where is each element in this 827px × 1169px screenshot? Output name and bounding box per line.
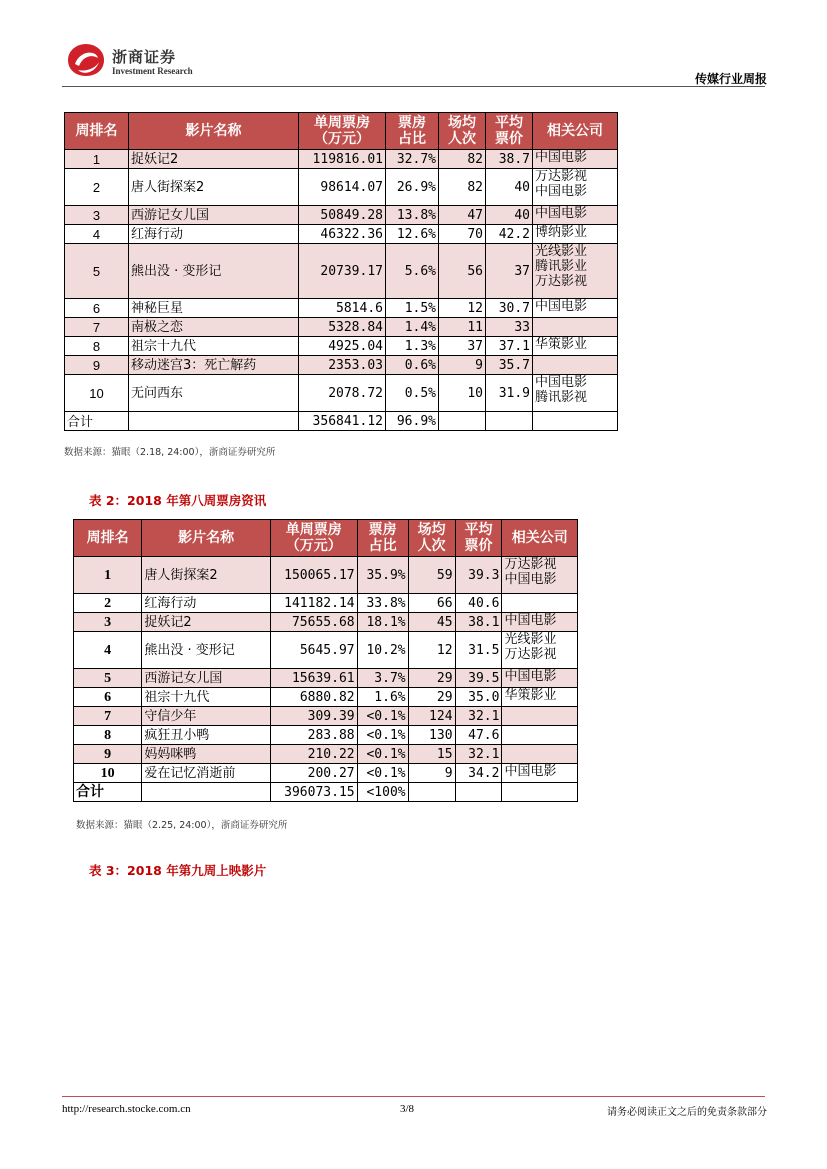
cell-box: 119816.01 xyxy=(299,150,386,169)
cell-rank: 1 xyxy=(74,557,142,594)
cell-price: 30.7 xyxy=(486,299,533,318)
column-header: 场均 人次 xyxy=(408,520,455,557)
cell-price: 40 xyxy=(486,169,533,206)
table-row xyxy=(74,594,578,613)
brand-subtitle: Investment Research xyxy=(112,66,193,76)
column-header: 相关公司 xyxy=(533,113,618,150)
table-body xyxy=(74,557,578,802)
table-row xyxy=(65,169,618,206)
table-row xyxy=(74,726,578,745)
cell-company xyxy=(533,356,618,375)
cell-rank: 2 xyxy=(65,169,129,206)
cell-rank: 6 xyxy=(65,299,129,318)
cell-share: 1.4% xyxy=(386,318,439,337)
cell-price: 34.2 xyxy=(455,764,502,783)
cell-price: 42.2 xyxy=(486,225,533,244)
cell-share: 35.9% xyxy=(357,557,408,594)
column-header: 票房 占比 xyxy=(357,520,408,557)
cell-company xyxy=(502,726,578,745)
column-header: 平均 票价 xyxy=(455,520,502,557)
cell-share: 3.7% xyxy=(357,669,408,688)
cell-share: 12.6% xyxy=(386,225,439,244)
cell-company: 中国电影 xyxy=(533,206,618,225)
company-logo xyxy=(66,42,106,78)
cell-avg: 10 xyxy=(439,375,486,412)
cell-rank: 4 xyxy=(74,632,142,669)
cell-name: 红海行动 xyxy=(142,594,271,613)
footer-disclaimer: 请务必阅读正文之后的免责条款部分 xyxy=(607,1107,767,1118)
cell-name: 西游记女儿国 xyxy=(129,206,299,225)
cell-share: 10.2% xyxy=(357,632,408,669)
cell-name: 唐人街探案2 xyxy=(142,557,271,594)
table-header-row xyxy=(65,113,618,150)
cell-company: 光线影业 万达影视 xyxy=(502,632,578,669)
total-cell xyxy=(408,783,455,802)
cell-share: 32.7% xyxy=(386,150,439,169)
table-row xyxy=(65,150,618,169)
cell-price: 38.1 xyxy=(455,613,502,632)
column-header: 单周票房 （万元） xyxy=(299,113,386,150)
table-row xyxy=(74,745,578,764)
footer-divider xyxy=(62,1096,765,1097)
column-header: 周排名 xyxy=(65,113,129,150)
cell-box: 75655.68 xyxy=(270,613,357,632)
cell-name: 祖宗十九代 xyxy=(129,337,299,356)
cell-avg: 56 xyxy=(439,244,486,299)
cell-avg: 82 xyxy=(439,169,486,206)
table-row xyxy=(65,356,618,375)
table-header-row xyxy=(74,520,578,557)
cell-company: 中国电影 xyxy=(533,150,618,169)
cell-share: 0.6% xyxy=(386,356,439,375)
column-header: 单周票房 （万元） xyxy=(270,520,357,557)
cell-company: 中国电影 xyxy=(502,764,578,783)
column-header: 平均 票价 xyxy=(486,113,533,150)
total-cell xyxy=(129,412,299,431)
table3-caption: 表 3：2018 年第九周上映影片 xyxy=(89,863,267,878)
cell-rank: 3 xyxy=(65,206,129,225)
cell-price: 32.1 xyxy=(455,707,502,726)
table-row xyxy=(65,375,618,412)
cell-price: 35.0 xyxy=(455,688,502,707)
cell-rank: 9 xyxy=(65,356,129,375)
column-header: 周排名 xyxy=(74,520,142,557)
cell-avg: 37 xyxy=(439,337,486,356)
table-row xyxy=(65,225,618,244)
cell-share: <0.1% xyxy=(357,745,408,764)
cell-box: 46322.36 xyxy=(299,225,386,244)
cell-box: 50849.28 xyxy=(299,206,386,225)
cell-avg: 82 xyxy=(439,150,486,169)
cell-name: 神秘巨星 xyxy=(129,299,299,318)
cell-rank: 8 xyxy=(74,726,142,745)
box-office-table-week7 xyxy=(64,112,618,431)
cell-share: 1.6% xyxy=(357,688,408,707)
cell-box: 20739.17 xyxy=(299,244,386,299)
total-cell: <100% xyxy=(357,783,408,802)
cell-avg: 130 xyxy=(408,726,455,745)
table-row xyxy=(74,669,578,688)
cell-name: 唐人街探案2 xyxy=(129,169,299,206)
cell-rank: 9 xyxy=(74,745,142,764)
total-cell: 396073.15 xyxy=(270,783,357,802)
cell-rank: 2 xyxy=(74,594,142,613)
cell-box: 5328.84 xyxy=(299,318,386,337)
total-cell: 合计 xyxy=(65,412,129,431)
table-row xyxy=(74,632,578,669)
column-header: 票房 占比 xyxy=(386,113,439,150)
cell-box: 15639.61 xyxy=(270,669,357,688)
table-row xyxy=(74,764,578,783)
cell-avg: 45 xyxy=(408,613,455,632)
cell-price: 39.3 xyxy=(455,557,502,594)
column-header: 场均 人次 xyxy=(439,113,486,150)
cell-rank: 5 xyxy=(65,244,129,299)
cell-name: 南极之恋 xyxy=(129,318,299,337)
total-cell xyxy=(502,783,578,802)
cell-company: 中国电影 腾讯影视 xyxy=(533,375,618,412)
report-type: 传媒行业周报 xyxy=(694,72,767,86)
cell-company: 万达影视 中国电影 xyxy=(533,169,618,206)
cell-avg: 124 xyxy=(408,707,455,726)
cell-avg: 47 xyxy=(439,206,486,225)
cell-box: 150065.17 xyxy=(270,557,357,594)
cell-name: 西游记女儿国 xyxy=(142,669,271,688)
cell-box: 210.22 xyxy=(270,745,357,764)
cell-share: 5.6% xyxy=(386,244,439,299)
total-cell: 356841.12 xyxy=(299,412,386,431)
total-cell: 96.9% xyxy=(386,412,439,431)
total-cell xyxy=(142,783,271,802)
cell-company xyxy=(502,745,578,764)
cell-company: 光线影业 腾讯影业 万达影视 xyxy=(533,244,618,299)
cell-price: 37.1 xyxy=(486,337,533,356)
cell-name: 疯狂丑小鸭 xyxy=(142,726,271,745)
cell-share: 1.5% xyxy=(386,299,439,318)
box-office-table-week8 xyxy=(73,519,578,802)
table-row xyxy=(74,688,578,707)
cell-box: 141182.14 xyxy=(270,594,357,613)
column-header: 影片名称 xyxy=(129,113,299,150)
brand-name: 浙商证券 xyxy=(112,48,177,66)
cell-company: 万达影视 中国电影 xyxy=(502,557,578,594)
cell-company: 中国电影 xyxy=(533,299,618,318)
cell-price: 40.6 xyxy=(455,594,502,613)
cell-box: 309.39 xyxy=(270,707,357,726)
cell-box: 98614.07 xyxy=(299,169,386,206)
cell-share: 33.8% xyxy=(357,594,408,613)
cell-company: 华策影业 xyxy=(533,337,618,356)
cell-share: <0.1% xyxy=(357,707,408,726)
cell-name: 捉妖记2 xyxy=(142,613,271,632)
cell-rank: 3 xyxy=(74,613,142,632)
footer-url[interactable]: http://research.stocke.com.cn xyxy=(62,1103,191,1115)
cell-box: 2078.72 xyxy=(299,375,386,412)
cell-name: 妈妈咪鸭 xyxy=(142,745,271,764)
cell-company: 博纳影业 xyxy=(533,225,618,244)
total-row xyxy=(65,412,618,431)
cell-avg: 66 xyxy=(408,594,455,613)
cell-name: 祖宗十九代 xyxy=(142,688,271,707)
table-row xyxy=(74,557,578,594)
cell-share: 18.1% xyxy=(357,613,408,632)
cell-rank: 10 xyxy=(65,375,129,412)
cell-avg: 29 xyxy=(408,688,455,707)
cell-share: 0.5% xyxy=(386,375,439,412)
cell-rank: 6 xyxy=(74,688,142,707)
cell-share: 13.8% xyxy=(386,206,439,225)
total-cell xyxy=(486,412,533,431)
table-row xyxy=(74,613,578,632)
cell-price: 33 xyxy=(486,318,533,337)
total-cell: 合计 xyxy=(74,783,142,802)
cell-share: 26.9% xyxy=(386,169,439,206)
cell-box: 6880.82 xyxy=(270,688,357,707)
cell-company: 中国电影 xyxy=(502,669,578,688)
cell-share: <0.1% xyxy=(357,764,408,783)
cell-avg: 12 xyxy=(408,632,455,669)
cell-rank: 7 xyxy=(74,707,142,726)
cell-avg: 9 xyxy=(408,764,455,783)
table-row xyxy=(65,206,618,225)
cell-box: 2353.03 xyxy=(299,356,386,375)
cell-avg: 70 xyxy=(439,225,486,244)
table-row xyxy=(65,244,618,299)
cell-company: 华策影业 xyxy=(502,688,578,707)
table-row xyxy=(65,337,618,356)
page-number: 3/8 xyxy=(400,1103,415,1115)
cell-name: 熊出没 · 变形记 xyxy=(142,632,271,669)
cell-share: <0.1% xyxy=(357,726,408,745)
cell-name: 移动迷宫3：死亡解药 xyxy=(129,356,299,375)
table2-caption: 表 2：2018 年第八周票房资讯 xyxy=(89,493,267,508)
cell-rank: 4 xyxy=(65,225,129,244)
cell-company xyxy=(502,594,578,613)
cell-avg: 11 xyxy=(439,318,486,337)
cell-box: 5814.6 xyxy=(299,299,386,318)
cell-rank: 7 xyxy=(65,318,129,337)
cell-share: 1.3% xyxy=(386,337,439,356)
table-body xyxy=(65,150,618,431)
cell-avg: 59 xyxy=(408,557,455,594)
table-row xyxy=(74,707,578,726)
cell-name: 捉妖记2 xyxy=(129,150,299,169)
cell-box: 5645.97 xyxy=(270,632,357,669)
table2-source: 数据来源：猫眼（2.25, 24:00），浙商证券研究所 xyxy=(76,820,288,831)
cell-price: 38.7 xyxy=(486,150,533,169)
column-header: 相关公司 xyxy=(502,520,578,557)
cell-name: 红海行动 xyxy=(129,225,299,244)
cell-price: 37 xyxy=(486,244,533,299)
cell-company: 中国电影 xyxy=(502,613,578,632)
cell-company xyxy=(533,318,618,337)
table-row xyxy=(65,299,618,318)
cell-avg: 29 xyxy=(408,669,455,688)
cell-price: 32.1 xyxy=(455,745,502,764)
total-cell xyxy=(533,412,618,431)
cell-avg: 15 xyxy=(408,745,455,764)
table-row xyxy=(65,318,618,337)
cell-price: 31.9 xyxy=(486,375,533,412)
cell-company xyxy=(502,707,578,726)
cell-price: 40 xyxy=(486,206,533,225)
cell-name: 熊出没 · 变形记 xyxy=(129,244,299,299)
total-cell xyxy=(439,412,486,431)
cell-box: 283.88 xyxy=(270,726,357,745)
cell-price: 47.6 xyxy=(455,726,502,745)
cell-name: 爱在记忆消逝前 xyxy=(142,764,271,783)
cell-rank: 8 xyxy=(65,337,129,356)
cell-rank: 5 xyxy=(74,669,142,688)
cell-box: 200.27 xyxy=(270,764,357,783)
total-cell xyxy=(455,783,502,802)
total-row xyxy=(74,783,578,802)
table1-source: 数据来源：猫眼（2.18, 24:00），浙商证券研究所 xyxy=(64,447,276,458)
column-header: 影片名称 xyxy=(142,520,271,557)
cell-price: 35.7 xyxy=(486,356,533,375)
cell-name: 无问西东 xyxy=(129,375,299,412)
cell-avg: 9 xyxy=(439,356,486,375)
cell-avg: 12 xyxy=(439,299,486,318)
cell-box: 4925.04 xyxy=(299,337,386,356)
cell-rank: 1 xyxy=(65,150,129,169)
cell-price: 31.5 xyxy=(455,632,502,669)
header-divider xyxy=(62,86,765,87)
cell-price: 39.5 xyxy=(455,669,502,688)
cell-name: 守信少年 xyxy=(142,707,271,726)
cell-rank: 10 xyxy=(74,764,142,783)
